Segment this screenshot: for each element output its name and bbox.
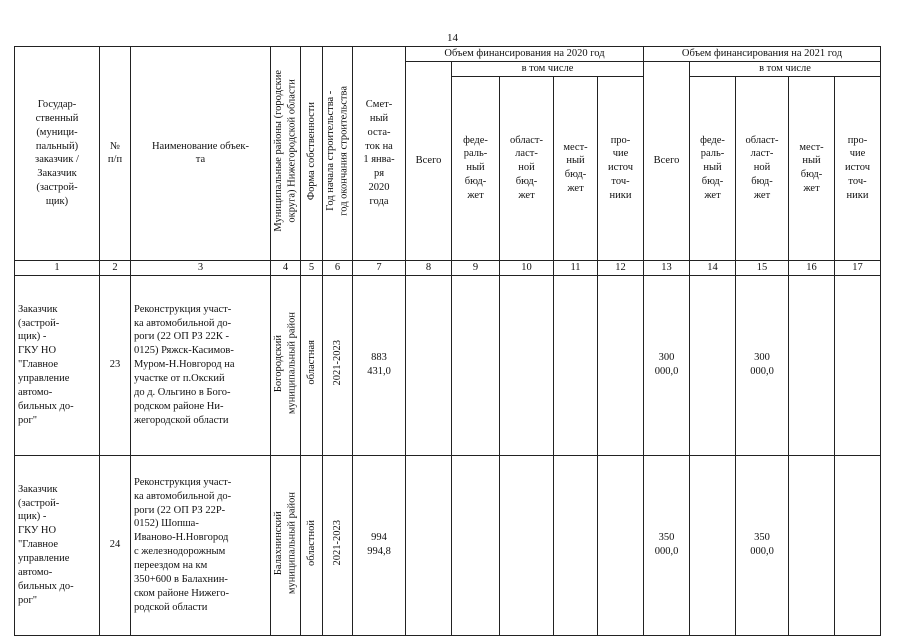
- row-years-cell: [323, 455, 353, 635]
- col-number: 11: [554, 260, 598, 275]
- row-empty-cell: [690, 455, 736, 635]
- col-number: 7: [353, 260, 406, 275]
- col-number: 1: [15, 260, 100, 275]
- row-empty-cell: [598, 275, 644, 455]
- header-ownership-cell: [301, 47, 323, 261]
- col-number: 9: [452, 260, 500, 275]
- row-ownership-cell: [301, 275, 323, 455]
- row-empty-cell: [406, 455, 452, 635]
- header-estimate: Смет- ный оста- ток на 1 янва- ря 2020 года: [353, 47, 406, 261]
- row-empty-cell: [500, 455, 554, 635]
- col-number: 12: [598, 260, 644, 275]
- header-federal-2021: феде- раль- ный бюд- жет: [690, 76, 736, 260]
- col-number: 2: [100, 260, 131, 275]
- page-number: 14: [447, 32, 458, 44]
- header-customer: Государ- ственный (муници- пальный) заказчик / Заказчик (застрой- щик): [15, 47, 100, 261]
- row-total-2021: 350 000,0: [644, 455, 690, 635]
- row-empty-cell: [500, 275, 554, 455]
- header-other-2020: про- чие источ точ- ники: [598, 76, 644, 260]
- col-number: 14: [690, 260, 736, 275]
- row-empty-cell: [690, 275, 736, 455]
- row-empty-cell: [835, 275, 881, 455]
- row-estimate: 994 994,8: [353, 455, 406, 635]
- row-total-2021: 300 000,0: [644, 275, 690, 455]
- header-local-2021: мест- ный бюд- жет: [789, 76, 835, 260]
- row-empty-cell: [835, 455, 881, 635]
- header-num: № п/п: [100, 47, 131, 261]
- row-district: Балахнинский муниципальный район: [272, 491, 298, 594]
- row-empty-cell: [452, 455, 500, 635]
- header-local-2020: мест- ный бюд- жет: [554, 76, 598, 260]
- row-customer: Заказчик (застрой- щик) - ГКУ НО "Главное управление автомо- бильных до- рог": [15, 455, 100, 635]
- header-fin-2021: Объем финансирования на 2021 год: [644, 47, 881, 62]
- col-number: 6: [323, 260, 353, 275]
- row-empty-cell: [554, 275, 598, 455]
- row-estimate: 883 431,0: [353, 275, 406, 455]
- row-ownership: областной: [305, 519, 317, 566]
- row-empty-cell: [789, 275, 835, 455]
- col-number: 15: [736, 260, 789, 275]
- table-row: [15, 275, 881, 455]
- header-districts: Муниципальные районы (городские округа) Нижегородской области: [272, 70, 298, 232]
- row-years: 2021-2023: [331, 519, 343, 566]
- col-number: 10: [500, 260, 554, 275]
- row-ownership: областная: [305, 340, 317, 385]
- row-num: 24: [100, 455, 131, 635]
- header-including-2021: в том числе: [690, 61, 881, 76]
- header-fin-2020: Объем финансирования на 2020 год: [406, 47, 644, 62]
- header-total-2021: Всего: [644, 61, 690, 260]
- column-numbers-row: [15, 260, 881, 275]
- row-district-cell: [271, 275, 301, 455]
- row-ownership-cell: [301, 455, 323, 635]
- header-federal-2020: феде- раль- ный бюд- жет: [452, 76, 500, 260]
- header-other-2021: про- чие источ точ- ники: [835, 76, 881, 260]
- row-object: Реконструкция участ- ка автомобильной до- роги (22 ОП РЗ 22К - 0125) Ряжск-Касимов- Муром-Н.Новгород на участке от п.Окский до д. Ольгино в Бого- родском районе Ни- жегородской области: [131, 275, 271, 455]
- row-empty-cell: [406, 275, 452, 455]
- col-number: 8: [406, 260, 452, 275]
- table-row: [15, 455, 881, 635]
- col-number: 17: [835, 260, 881, 275]
- row-district-cell: [271, 455, 301, 635]
- row-empty-cell: [598, 455, 644, 635]
- header-districts-cell: [271, 47, 301, 261]
- header-years-cell: [323, 47, 353, 261]
- row-empty-cell: [789, 455, 835, 635]
- col-number: 4: [271, 260, 301, 275]
- header-object-name: Наименование объек- та: [131, 47, 271, 261]
- col-number: 5: [301, 260, 323, 275]
- header-years: Год начала строительства - год окончания строительства: [324, 86, 350, 216]
- row-regional-2021: 350 000,0: [736, 455, 789, 635]
- row-district: Богородский муниципальный район: [272, 311, 298, 414]
- header-ownership: Форма собственности: [305, 101, 317, 201]
- financing-table: [14, 46, 881, 636]
- row-empty-cell: [554, 455, 598, 635]
- col-number: 3: [131, 260, 271, 275]
- row-object: Реконструкция участ- ка автомобильной до- роги (22 ОП РЗ 22Р- 0152) Шопша- Иваново-Н.Новгород с железнодорожным переездом на км 350+600 в Балахнин- ском районе Нижего- родской области: [131, 455, 271, 635]
- row-years-cell: [323, 275, 353, 455]
- header-including-2020: в том числе: [452, 61, 644, 76]
- col-number: 16: [789, 260, 835, 275]
- row-years: 2021-2023: [331, 339, 343, 386]
- header-total-2020: Всего: [406, 61, 452, 260]
- row-num: 23: [100, 275, 131, 455]
- header-regional-2021: област- ласт- ной бюд- жет: [736, 76, 789, 260]
- row-regional-2021: 300 000,0: [736, 275, 789, 455]
- header-regional-2020: област- ласт- ной бюд- жет: [500, 76, 554, 260]
- row-empty-cell: [452, 275, 500, 455]
- col-number: 13: [644, 260, 690, 275]
- row-customer: Заказчик (застрой- щик) - ГКУ НО "Главное управление автомо- бильных до- рог": [15, 275, 100, 455]
